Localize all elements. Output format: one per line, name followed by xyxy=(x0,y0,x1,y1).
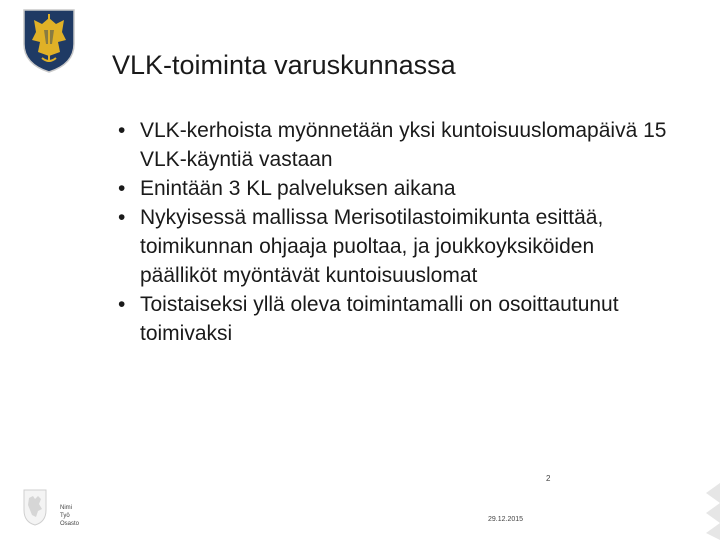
footer-role: Työ xyxy=(60,513,70,519)
finnish-lion-emblem-icon xyxy=(22,488,48,526)
bullet-item: • Toistaiseksi yllä oleva toimintamalli on osoittautunut toimivaksi xyxy=(112,290,672,348)
navy-coat-of-arms-icon xyxy=(20,6,78,74)
corner-chevron-decoration xyxy=(704,483,720,540)
bullet-list xyxy=(112,116,672,348)
page-number: 2 xyxy=(546,474,551,483)
slide-date: 29.12.2015 xyxy=(488,516,524,523)
bullet-item: • Nykyisessä mallissa Merisotilastoimikunta esittää, toimikunnan ohjaaja puoltaa, ja joukkoyksiköiden päälliköt myöntävät kuntoisuuslomat xyxy=(112,203,672,290)
bullet-item: • VLK-kerhoista myönnetään yksi kuntoisuuslomapäivä 15 VLK-käyntiä vastaan xyxy=(112,116,672,174)
slide-title: VLK-toiminta varuskunnassa xyxy=(112,50,456,80)
footer-department: Osasto xyxy=(60,521,80,527)
footer-name: Nimi xyxy=(60,505,72,511)
bullet-item: • Enintään 3 KL palveluksen aikana xyxy=(112,174,672,203)
footer-presenter-info xyxy=(60,504,79,528)
